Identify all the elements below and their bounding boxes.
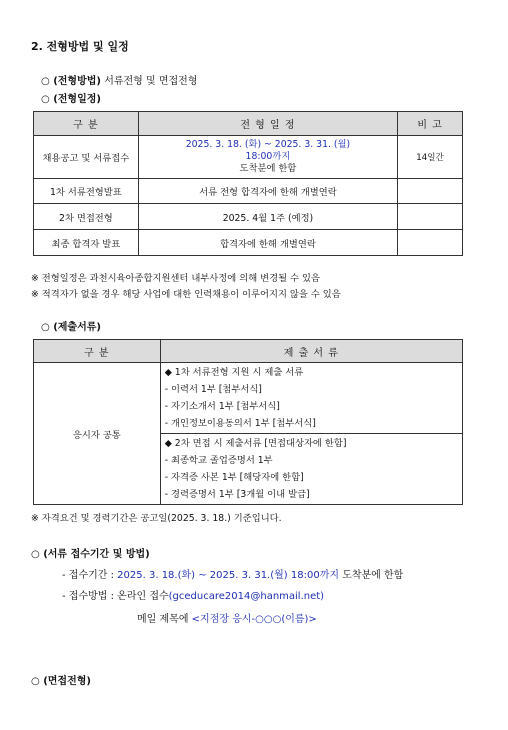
documents-table bbox=[33, 339, 463, 505]
method-value: 서류전형 및 면접전형 bbox=[104, 76, 198, 87]
interview-label: ○ (면접전형) bbox=[31, 676, 91, 687]
documents-group-1 bbox=[160, 363, 462, 434]
documents-group-1-title: ◆ 1차 서류전형 지원 시 제출 서류 bbox=[164, 367, 304, 378]
section-title: 2. 전형방법 및 일정 bbox=[31, 40, 129, 53]
documents-note: ※ 자격요건 및 경력기간은 공고일(2025. 3. 18.) 기준입니다. bbox=[31, 513, 282, 524]
documents-group-2 bbox=[160, 434, 462, 505]
documents-header-category: 구 분 bbox=[34, 340, 161, 363]
schedule-note-2: ※ 적격자가 없을 경우 해당 사업에 대한 인력채용이 이루어지지 않을 수 있음 bbox=[31, 289, 341, 300]
receipt-period-label: - 접수기간 : bbox=[62, 570, 114, 581]
method-line bbox=[41, 72, 198, 87]
schedule-header-note: 비 고 bbox=[398, 112, 463, 136]
schedule-category: 채용공고 및 서류접수 bbox=[34, 136, 139, 179]
schedule-date-cell bbox=[138, 136, 397, 179]
schedule-table bbox=[33, 111, 463, 256]
list-item: - 개인정보이용동의서 1부 [첨부서식] bbox=[164, 418, 316, 429]
table-row bbox=[34, 204, 463, 230]
receipt-method-label: - 접수방법 : bbox=[62, 591, 114, 602]
schedule-value: 합격자에 한해 개별연락 bbox=[138, 230, 397, 256]
schedule-note bbox=[398, 230, 463, 256]
table-row bbox=[34, 179, 463, 204]
receipt-subject bbox=[137, 610, 317, 625]
table-row bbox=[34, 230, 463, 256]
schedule-note bbox=[398, 204, 463, 230]
schedule-category: 2차 면접전형 bbox=[34, 204, 139, 230]
schedule-date-condition: 도착분에 한함 bbox=[239, 163, 297, 174]
documents-header-row bbox=[34, 340, 463, 363]
receipt-period-suffix: 도착분에 한함 bbox=[342, 570, 404, 581]
schedule-label: ○ (전형일정) bbox=[41, 94, 101, 105]
table-row bbox=[34, 136, 463, 179]
list-item: - 자기소개서 1부 [첨부서식] bbox=[164, 401, 280, 412]
documents-label: ○ (제출서류) bbox=[41, 322, 101, 333]
schedule-date-range: 2025. 3. 18. (화) ~ 2025. 3. 31. (월) bbox=[185, 139, 351, 150]
schedule-header-date: 전 형 일 정 bbox=[138, 112, 397, 136]
documents-category: 응시자 공통 bbox=[34, 363, 161, 505]
schedule-header-row bbox=[34, 112, 463, 136]
schedule-value: 서류 전형 합격자에 한해 개별연락 bbox=[138, 179, 397, 204]
list-item: - 최종학교 졸업증명서 1부 bbox=[164, 455, 273, 466]
schedule-note-1: ※ 전형일정은 과천시육아종합지원센터 내부사정에 의해 변경될 수 있음 bbox=[31, 273, 320, 284]
table-row bbox=[34, 363, 463, 434]
schedule-note: 14일간 bbox=[398, 136, 463, 179]
schedule-value: 2025. 4월 1주 (예정) bbox=[138, 204, 397, 230]
receipt-subject-label: 메일 제목에 bbox=[137, 614, 189, 625]
receipt-email: (gceducare2014@hanmail.net) bbox=[168, 591, 325, 602]
list-item: - 자격증 사본 1부 [해당자에 한함] bbox=[164, 472, 304, 483]
receipt-period bbox=[62, 566, 403, 581]
receipt-subject-value: <지점장 응시-○○○(이름)> bbox=[191, 614, 317, 625]
method-label: ○ (전형방법) bbox=[41, 76, 101, 87]
receipt-period-value: 2025. 3. 18.(화) ~ 2025. 3. 31.(월) 18:00까지 bbox=[117, 570, 340, 581]
schedule-header-category: 구 분 bbox=[34, 112, 139, 136]
schedule-note bbox=[398, 179, 463, 204]
schedule-category: 1차 서류전형발표 bbox=[34, 179, 139, 204]
receipt-method-value: 온라인 접수 bbox=[117, 591, 169, 602]
receipt-method bbox=[62, 587, 324, 602]
receipt-label: ○ (서류 접수기간 및 방법) bbox=[31, 549, 150, 560]
documents-header-docs: 제 출 서 류 bbox=[160, 340, 462, 363]
schedule-category: 최종 합격자 발표 bbox=[34, 230, 139, 256]
documents-group-2-title: ◆ 2차 면접 시 제출서류 [면접대상자에 한함] bbox=[164, 438, 347, 449]
list-item: - 이력서 1부 [첨부서식] bbox=[164, 384, 262, 395]
schedule-date-time: 18:00까지 bbox=[245, 151, 291, 162]
list-item: - 경력증명서 1부 [3개월 이내 발급] bbox=[164, 489, 310, 500]
